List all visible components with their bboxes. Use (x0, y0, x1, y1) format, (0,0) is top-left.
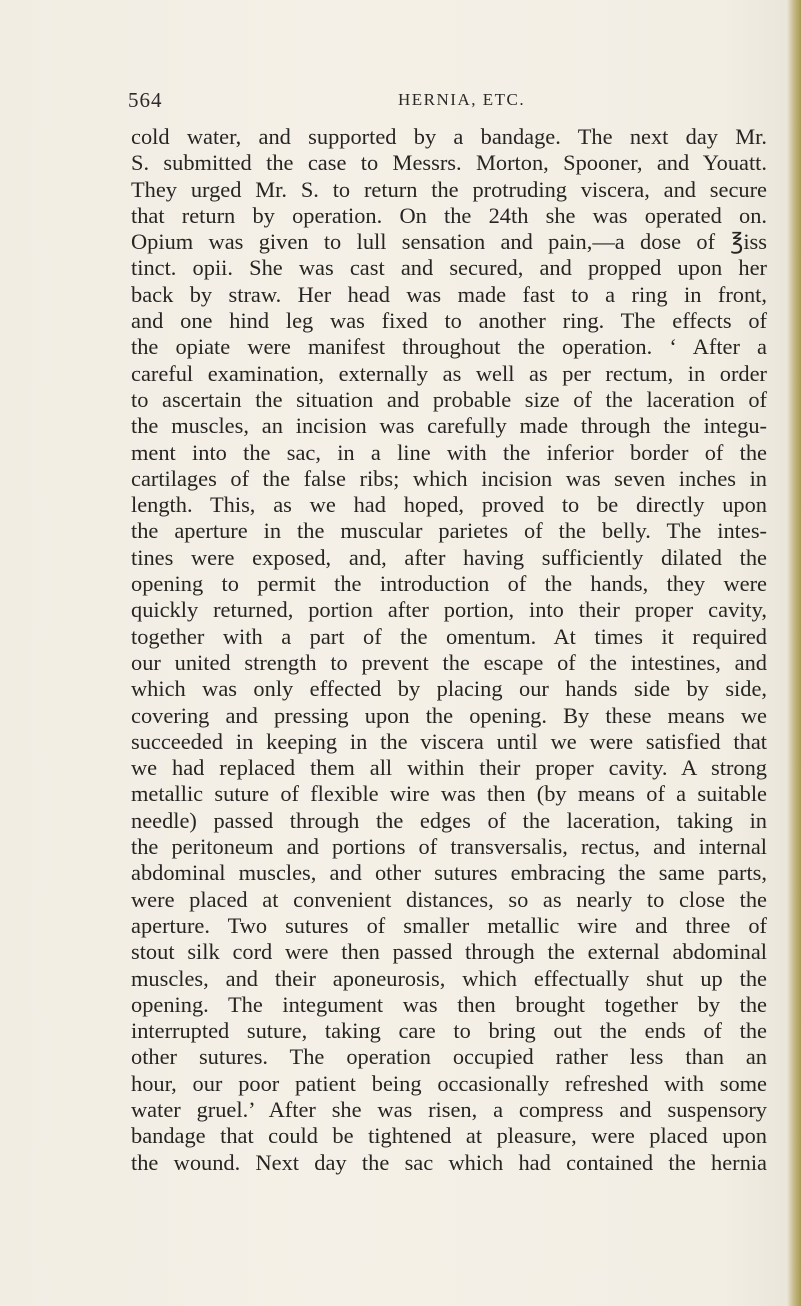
text-line: the peritoneum and portions of transversalis, rectus, and internal (131, 834, 767, 860)
page-header (128, 88, 748, 116)
text-line: S. submitted the case to Messrs. Morton, Spooner, and Youatt. (131, 150, 767, 176)
text-line: bandage that could be tightened at pleasure, were placed upon (131, 1123, 767, 1149)
text-line: stout silk cord were then passed through the external abdominal (131, 939, 767, 965)
text-line: They urged Mr. S. to return the protruding viscera, and secure (131, 176, 767, 202)
text-line: back by straw. Her head was made fast to a ring in front, (131, 281, 767, 307)
text-line: length. This, as we had hoped, proved to be directly upon (131, 492, 767, 518)
text-line: water gruel.’ After she was risen, a compress and suspensory (131, 1096, 767, 1122)
page-number: 564 (128, 88, 163, 112)
body-text (131, 124, 767, 1176)
text-line: cold water, and supported by a bandage. The next day Mr. (131, 124, 767, 149)
text-line: interrupted suture, taking care to bring out the ends of the (131, 1018, 767, 1044)
text-line: the opiate were manifest throughout the operation. ‘ After a (131, 334, 767, 360)
text-line: needle) passed through the edges of the laceration, taking in (131, 807, 767, 833)
text-line: muscles, and their aponeurosis, which effectually shut up the (131, 965, 767, 991)
text-line: the wound. Next day the sac which had contained the hernia (131, 1149, 767, 1175)
text-line: together with a part of the omentum. At times it required (131, 623, 767, 649)
text-line: our united strength to prevent the escape of the intestines, and (131, 649, 767, 675)
text-line: were placed at convenient distances, so as nearly to close the (131, 886, 767, 912)
text-line: succeeded in keeping in the viscera until we were satisfied that (131, 728, 767, 754)
text-line: other sutures. The operation occupied rather less than an (131, 1044, 767, 1070)
text-line: we had replaced them all within their proper cavity. A strong (131, 755, 767, 781)
text-line: metallic suture of flexible wire was then (by means of a suitable (131, 781, 767, 807)
running-head: HERNIA, ETC. (398, 90, 526, 109)
text-line: ment into the sac, in a line with the inferior border of the (131, 439, 767, 465)
text-line: tinct. opii. She was cast and secured, and propped upon her (131, 255, 767, 281)
text-line: Opium was given to lull sensation and pain,—a dose of ℥iss (131, 229, 767, 255)
text-line: and one hind leg was fixed to another ring. The effects of (131, 308, 767, 334)
text-line: the muscles, an incision was carefully made through the integu- (131, 413, 767, 439)
text-line: aperture. Two sutures of smaller metallic wire and three of (131, 912, 767, 938)
page-edge-shadow (787, 0, 801, 1306)
text-line: hour, our poor patient being occasionally refreshed with some (131, 1070, 767, 1096)
text-line: careful examination, externally as well as per rectum, in order (131, 360, 767, 386)
text-line: which was only effected by placing our hands side by side, (131, 676, 767, 702)
text-line: tines were exposed, and, after having sufficiently dilated the (131, 544, 767, 570)
text-line: abdominal muscles, and other sutures embracing the same parts, (131, 860, 767, 886)
text-line: that return by operation. On the 24th she was operated on. (131, 202, 767, 228)
text-line: cartilages of the false ribs; which incision was seven inches in (131, 465, 767, 491)
text-line: the aperture in the muscular parietes of the belly. The intes- (131, 518, 767, 544)
text-line: to ascertain the situation and probable size of the laceration of (131, 386, 767, 412)
text-line: quickly returned, portion after portion, into their proper cavity, (131, 597, 767, 623)
text-line: opening to permit the introduction of the hands, they were (131, 571, 767, 597)
text-line: covering and pressing upon the opening. By these means we (131, 702, 767, 728)
text-line: opening. The integument was then brought together by the (131, 991, 767, 1017)
